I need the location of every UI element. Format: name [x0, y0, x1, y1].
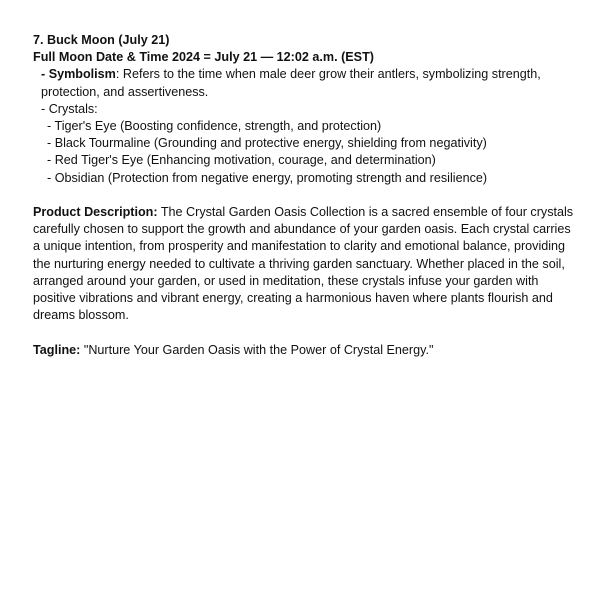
tagline-label: Tagline: — [33, 342, 81, 357]
document-body — [33, 32, 578, 359]
crystal-item: - Tiger's Eye (Boosting confidence, strength, and protection) — [47, 119, 382, 134]
crystals-label: - Crystals: — [41, 101, 98, 116]
crystal-item: - Red Tiger's Eye (Enhancing motivation, courage, and determination) — [47, 153, 436, 168]
tagline — [33, 342, 578, 359]
section-heading: 7. Buck Moon (July 21) — [33, 33, 170, 47]
crystal-item: - Obsidian (Protection from negative energy, promoting strength and resilience) — [47, 170, 488, 185]
full-moon-date-line: Full Moon Date & Time 2024 = July 21 — 12:02 a.m. (EST) — [33, 50, 374, 65]
spacer — [33, 324, 578, 341]
product-description — [33, 204, 578, 324]
product-description-text: The Crystal Garden Oasis Collection is a sacred ensemble of four crystals carefully chosen to support the growth and abundance of your garden oasis. Each crystal carries a unique intention, from prosperity and manifestation to clarity and emotional balance, providing the nurturing energy needed to cultivate a thriving garden sanctuary. Whether placed in the soil, arranged around your garden, or used in meditation, these crystals infuse your garden with positive vibrations and vibrant energy, creating a harmonious haven where plants flourish and dreams blossom. — [33, 205, 574, 323]
product-description-label: Product Description: — [33, 205, 158, 220]
spacer — [33, 187, 578, 204]
tagline-text: "Nurture Your Garden Oasis with the Power of Crystal Energy." — [80, 342, 434, 357]
symbolism-line — [33, 66, 578, 100]
crystal-item: - Black Tourmaline (Grounding and protective energy, shielding from negativity) — [47, 136, 487, 151]
symbolism-text: : Refers to the time when male deer grow their antlers, symbolizing strength, protection, and assertiveness. — [41, 67, 541, 99]
symbolism-label: - Symbolism — [41, 67, 116, 82]
